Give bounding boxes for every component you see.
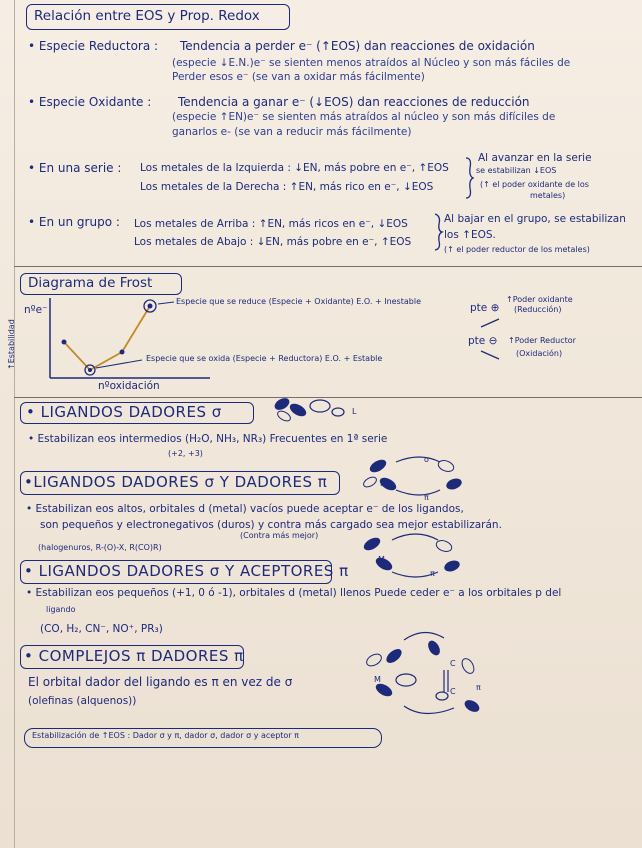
frost-bottom-note: Especie que se oxida (Especie + Reductora) E.O. + Estable bbox=[146, 354, 383, 363]
margin-line bbox=[14, 0, 15, 848]
frost-x-axis-label: nºoxidación bbox=[98, 380, 160, 392]
pi-acceptor-line-2: (CO, H₂, CN⁻, NO⁺, PR₃) bbox=[40, 623, 163, 635]
reductora-line-1: Tendencia a perder e⁻ (↑EOS) dan reacciones de oxidación bbox=[180, 39, 535, 53]
pi-donor-orbital-icon bbox=[360, 452, 480, 502]
serie-note-2: se estabilizan ↓EOS bbox=[476, 166, 557, 175]
pi-acceptor-orbital-m: M bbox=[378, 555, 385, 564]
serie-note-4: metales) bbox=[530, 191, 566, 200]
pi-acceptor-title: • LIGANDOS DADORES σ Y ACEPTORES π bbox=[24, 562, 349, 580]
grupo-line-2: Los metales de Abajo : ↓EN, más pobre en e⁻, ↑EOS bbox=[134, 236, 412, 248]
serie-label: • En una serie : bbox=[28, 161, 122, 175]
page-title: Relación entre EOS y Prop. Redox bbox=[34, 8, 260, 24]
pi-donor-orbital-sigma: σ bbox=[424, 455, 430, 464]
grupo-label: • En un grupo : bbox=[28, 215, 120, 229]
complejos-orbital-icon bbox=[364, 630, 494, 720]
serie-note-3: (↑ el poder oxidante de los bbox=[480, 180, 589, 189]
frost-point-1 bbox=[62, 340, 67, 345]
frost-bottom-arrow bbox=[96, 360, 142, 368]
pi-acceptor-orbital-pi: π bbox=[430, 569, 435, 578]
grupo-note-3: (↑ el poder reductor de los metales) bbox=[444, 245, 590, 254]
frost-point-3 bbox=[120, 350, 125, 355]
frost-top-arrow bbox=[158, 302, 174, 304]
pi-donor-line-2b: (Contra más mejor) bbox=[240, 531, 319, 540]
frost-title: Diagrama de Frost bbox=[28, 275, 153, 291]
complejos-title: • COMPLEJOS π DADORES π bbox=[24, 647, 244, 665]
pi-donor-orbital-pi: π bbox=[424, 493, 429, 502]
sigma-line-2: (+2, +3) bbox=[168, 449, 203, 458]
pi-acceptor-line-1b: ligando bbox=[46, 605, 76, 614]
frost-y-axis-label: nºe⁻ bbox=[24, 304, 48, 316]
grupo-brace-icon bbox=[434, 214, 442, 250]
sigma-orbital-label: L bbox=[352, 407, 357, 416]
reductora-line-3: Perder esos e⁻ (se van a oxidar más fácilmente) bbox=[172, 71, 425, 83]
serie-note-1: Al avanzar en la serie bbox=[478, 152, 592, 164]
pi-donor-line-3: (halogenuros, R-(O)-X, R(CO)R) bbox=[38, 543, 162, 552]
reductora-label: • Especie Reductora : bbox=[28, 39, 159, 53]
grupo-line-1: Los metales de Arriba : ↑EN, más ricos en e⁻, ↓EOS bbox=[134, 218, 408, 230]
oxidante-line-2: (especie ↑EN)e⁻ se sienten más atraídos al núcleo y son más difíciles de bbox=[172, 111, 556, 123]
pte-minus-sub: (Oxidación) bbox=[516, 349, 563, 358]
summary-text: Estabilización de ↑EOS : Dador σ y π, dador σ, dador σ y aceptor π bbox=[32, 731, 299, 740]
oxidante-line-3: ganarlos e- (se van a reducir más fácilmente) bbox=[172, 126, 412, 138]
pi-donor-line-1: • Estabilizan eos altos, orbitales d (metal) vacíos puede aceptar e⁻ de los ligandos, bbox=[26, 503, 464, 515]
frost-top-note: Especie que se reduce (Especie + Oxidante) E.O. + Inestable bbox=[176, 297, 421, 306]
pte-plus-sub: (Reducción) bbox=[514, 305, 562, 314]
serie-line-2: Los metales de la Derecha : ↑EN, más rico en e⁻, ↓EOS bbox=[140, 181, 434, 193]
pi-donor-orbital-icon-2 bbox=[356, 530, 476, 580]
pte-plus-slope-icon bbox=[480, 318, 500, 328]
pte-minus-slope-icon bbox=[480, 350, 500, 360]
sigma-orbital-icon bbox=[262, 394, 352, 424]
pi-acceptor-line-1: • Estabilizan eos pequeños (+1, 0 ó -1), orbitales d (metal) llenos Puede ceder e⁻ a los orbitales p del bbox=[26, 587, 562, 599]
grupo-note-2: los ↑EOS. bbox=[444, 229, 496, 241]
frost-y-side-label: ↑Estabilidad bbox=[7, 319, 16, 370]
frost-point-unstable-dot bbox=[148, 304, 153, 309]
reductora-line-2: (especie ↓E.N.)e⁻ se sienten menos atraídos al Núcleo y son más fáciles de bbox=[172, 57, 571, 69]
sigma-line-1: • Estabilizan eos intermedios (H₂O, NH₃, NR₃) Frecuentes en 1ª serie bbox=[28, 433, 388, 445]
oxidante-label: • Especie Oxidante : bbox=[28, 95, 152, 109]
pte-minus: pte ⊖ bbox=[468, 335, 498, 347]
pte-plus-note: ↑Poder oxidante bbox=[506, 295, 573, 304]
section-rule-1 bbox=[14, 266, 642, 267]
pi-donor-title: •LIGANDOS DADORES σ Y DADORES π bbox=[24, 473, 328, 491]
grupo-note-1: Al bajar en el grupo, se estabilizan bbox=[444, 213, 626, 225]
sigma-title: • LIGANDOS DADORES σ bbox=[26, 403, 222, 421]
oxidante-line-1: Tendencia a ganar e⁻ (↓EOS) dan reacciones de reducción bbox=[178, 95, 530, 109]
pte-minus-note: ↑Poder Reductor bbox=[508, 336, 576, 345]
complejos-orbital-pi: π bbox=[476, 683, 481, 692]
pi-donor-line-2: son pequeños y electronegativos (duros) y contra más cargado sea mejor estabilizarán. bbox=[40, 519, 502, 531]
complejos-line-1: El orbital dador del ligando es π en vez de σ bbox=[28, 675, 293, 689]
complejos-orbital-c1: C bbox=[450, 659, 456, 668]
complejos-line-2: (olefinas (alquenos)) bbox=[28, 695, 137, 707]
complejos-orbital-m: M bbox=[374, 675, 381, 684]
frost-point-stable-dot bbox=[88, 368, 92, 372]
pi-donor-orbital-m: M bbox=[380, 479, 387, 488]
serie-line-1: Los metales de la Izquierda : ↓EN, más pobre en e⁻, ↑EOS bbox=[140, 162, 449, 174]
serie-brace-icon bbox=[464, 158, 474, 198]
frost-diagram bbox=[40, 296, 220, 386]
complejos-orbital-c2: C bbox=[450, 687, 456, 696]
pte-plus: pte ⊕ bbox=[470, 302, 500, 314]
